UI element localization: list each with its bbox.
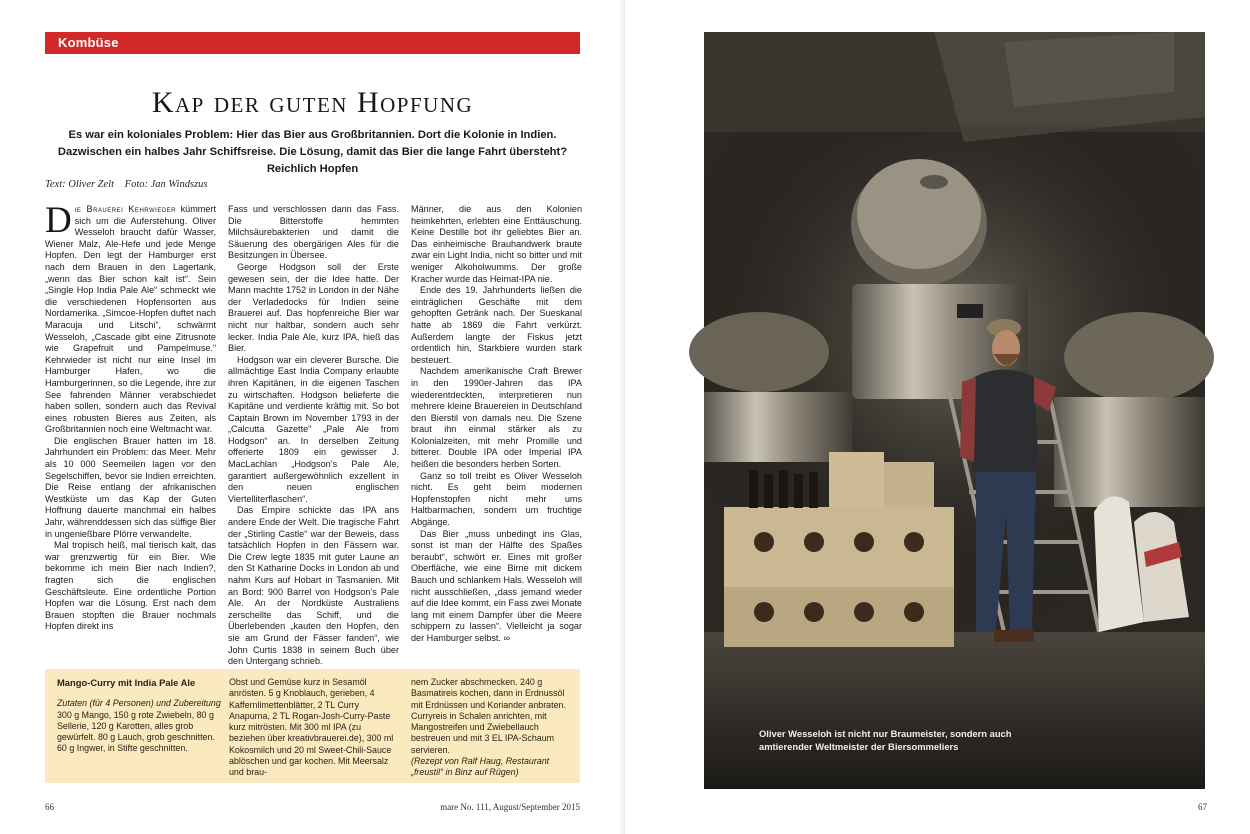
recipe-ingredients-heading: Zutaten (für 4 Personen) und Zubereitung [57, 698, 221, 709]
paragraph: Männer, die aus den Kolonien heimkehrten, erlebten eine Enttäuschung. Keine Destille bot ihr geliebtes Bier an. Das einheimische Brauhandwerk braute zwar ein Light India, nicht so bitter und mit weniger Alkoholwumms. Der große Kracher wurde das Heimat-IPA nie. [411, 204, 582, 284]
brewery-scene-illustration [704, 32, 1205, 789]
paragraph: Die Brauerei Kehrwieder kümmert sich um die Auferstehung. Oliver Wesseloh braucht dafür Wasser, Wiener Malz, Ale-Hefe und jede Menge Hopfen. Den legt der Hamburger erst nach dem Brauen in den Lagertank, „wenn das Bier schon kalt ist“. Sein „Single Hop India Pale Ale“ schmeckt wie die verschiedenen Hopfensorten aus Nordamerika. „Simcoe-Hopfen duftet nach Maracuja und Litschi“, schwärmt Wesseloh, „Cascade gibt eine Zitrusnote wie Grapefruit und Pampelmuse.“ Kehrwieder ist nicht nur eine Insel im Hamburger Hafen, wo die Hamburgerinnen, so die Legende, ihre zur See fahrenden Männer verabschiedet haben sollen, sondern auch das Revival eines robusten Bieres aus Zeiten, als Großbritannien noch eine Weltmacht war. [45, 200, 216, 435]
paragraph: Das Empire schickte das IPA ans andere Ende der Welt. Die tragische Fahrt der „Stirling Castle“ war der Beweis, dass tatsächlich Hopfen in den Fässern war. Die Crew legte 1835 mit guter Laune an den St Katharine Docks in London ab und nahm Kurs auf Hobart in Tasmanien. Mit an Bord: 900 Barrel von Hodgson’s Pale Ale. An der Nordküste Australiens zerschellte das Schiff, und die Überlebenden „kauten den Hopfen, den sie am Grund der Fässer fanden“, wie John Curtis 1838 in seinem Buch über den Untergang schrieb. [228, 505, 399, 667]
paragraph: Die englischen Brauer hatten im 18. Jahrhundert ein Problem: das Meer. Mehr als 10 000 Seemeilen lagen vor den Segelschiffen, bevor sie Indien erreichten. Die Reise entlang der afrikanischen Westküste um das Kap der Guten Hoffnung dauerte manchmal ein halbes Jahr, währenddessen sich das süffige Bier in ungenießbare Plörre verwandelte. [45, 435, 216, 539]
article-title: Kap der guten Hopfung [151, 86, 474, 119]
issue-folio: mare No. 111, August/September 2015 [440, 802, 580, 812]
paragraph: Das Bier „muss unbedingt ins Glas, sonst ist man der Hälfte des Spaßes beraubt“, schwört er. Eines mit großer Oberfläche, wie eine Birne mit dickem Bauch und schlankem Hals. Wesseloh will nicht ausschließen, „dass jemand wieder auf die Idee kommt, ein Fass zwei Monate lang mit einem Dampfer über die Meere schippern zu lassen“. Vielleicht ja sogar der Hamburger selbst. ∞ [411, 528, 582, 643]
paragraph: George Hodgson soll der Erste gewesen sein, der die Idee hatte. Der Mann machte 1752 in London in der Nähe der Verladedocks für Indien seine Brauerei auf. Das hopfenreiche Bier war nicht nur haltbar, sondern auch sehr lecker. India Pale Ale, kurz IPA, hieß das Bier. [228, 261, 399, 354]
recipe-text: nem Zucker abschmecken. 240 g Basmatireis kochen, dann in Erdnussöl mit Erdnüssen und Koriander anbraten. Curryreis in Schalen anrichten, mit Mangostreifen und Zwiebellauch bestreuen und mit 3 EL IPA-Schaum servieren. [411, 677, 566, 755]
paragraph: Ganz so toll treibt es Oliver Wesseloh nicht. Es geht beim modernen Hopfenstopfen nicht mehr ums Haltbarmachen, sondern um fruchtige Abgänge. [411, 470, 582, 528]
recipe-credit: (Rezept von Ralf Haug, Restaurant „freustil“ in Binz auf Rügen) [411, 756, 550, 778]
right-page [625, 0, 1250, 834]
section-label: Kombüse [45, 32, 580, 54]
recipe-title: Mango-Curry mit India Pale Ale [57, 677, 196, 688]
recipe-column-1 [57, 677, 222, 781]
end-mark-icon: ∞ [503, 632, 510, 643]
paragraph: Mal tropisch heiß, mal tierisch kalt, das war grenzwertig für ein Bier. Wie bekomme ich mein Bier nach Indien?, fragten sich die englischen Geschäftsleute. Eine ordentliche Portion Hopfen war die Lösung. Erst nach dem Brauen stopften die Brauer nochmals Hopfen direkt ins [45, 540, 216, 632]
recipe-column-3 [411, 677, 576, 781]
recipe-column-2 [229, 677, 394, 781]
page-number-left: 66 [45, 802, 54, 812]
recipe-text: Obst und Gemüse kurz in Sesamöl anrösten. 5 g Knoblauch, gerieben, 4 Kaffernlimettenblätter, 2 TL Curry Anapurna, 2 TL Rogan-Josh-Curry-Paste kurz mitrösten. Mit 300 ml IPA (zu beziehen über kreativbrauerei.de), 300 ml Kokosmilch und 20 ml Sweet-Chili-Sauce ablöschen und gar kochen. Mit Meersalz und brau- [229, 677, 394, 778]
drop-cap: D [45, 200, 72, 241]
paragraph: Hodgson war ein cleverer Bursche. Die allmächtige East India Company erlaubte ihren Kapitänen, in die eigenen Taschen zu wirtschaften. Hodgson belieferte die Kapitäne und verdiente kräftig mit. So bot Captain Brown im November 1793 in der „Calcutta Gazette“ „Pale Ale from Hodgson“ an. In derselben Zeitung offerierte 1809 ein gewisser J. MacLachlan „Hodgson’s Pale Ale, garantiert außergewöhnlich exzellent in den neuen englischen Viertelliterflaschen“. [228, 354, 399, 504]
article-lead: Es war ein koloniales Problem: Hier das Bier aus Großbritannien. Dort die Kolonie in Indien. Dazwischen ein halbes Jahr Schiffsreise. Die Lösung, damit das Bier die lange Fahrt übersteht? Reichlich Hopfen [57, 129, 568, 175]
paragraph: Fass und verschlossen dann das Fass. Die Bitterstoffe hemmten Milchsäurebakterien und damit die Säuerung des obergärigen Ales für die Besitzungen in Übersee. [228, 204, 399, 261]
page-number-right: 67 [1198, 802, 1207, 812]
byline-author: Text: Oliver Zelt [45, 179, 115, 190]
article-column-1 [45, 200, 216, 656]
opening-caps: ie Brauerei Kehrwieder [74, 204, 176, 214]
recipe-text: 300 g Mango, 150 g rote Zwiebeln, 80 g Sellerie, 120 g Karotten, alles grob gewürfelt. 80 g Lauch, grob geschnitten. 60 g Ingwer, in Stifte geschnitten. [57, 709, 215, 754]
article-column-2 [228, 204, 399, 667]
byline [45, 179, 345, 190]
recipe-box [45, 669, 580, 783]
paragraph: Ende des 19. Jahrhunderts ließen die einträglichen Geschäfte mit dem gehopften Getränk nach. Der Sueskanal hatte ab 1869 die Fahrt verkürzt. Außerdem langte der Fiskus jetzt ordentlich hin, Starkbiere wurden stark besteuert. [411, 285, 582, 365]
byline-photographer: Foto: Jan Windszus [124, 179, 208, 190]
brewer-photo [704, 32, 1205, 789]
article-column-3 [411, 204, 582, 656]
paragraph: Nachdem amerikanische Craft Brewer in den 1990er-Jahren das IPA wiederentdeckten, interpretieren nun mehrere kleine Brauereien in Deutschland den Bierstil von damals neu. Die Szene braut ihn einmal stärker als zu Kolonialzeiten, mit mehr Promille und bitterer. Double IPA oder Imperial IPA heißen die besonders herben Sorten. [411, 366, 582, 470]
photo-caption: Oliver Wesseloh ist nicht nur Braumeister, sondern auch amtierender Weltmeister der Biersommeliers [759, 728, 1012, 752]
